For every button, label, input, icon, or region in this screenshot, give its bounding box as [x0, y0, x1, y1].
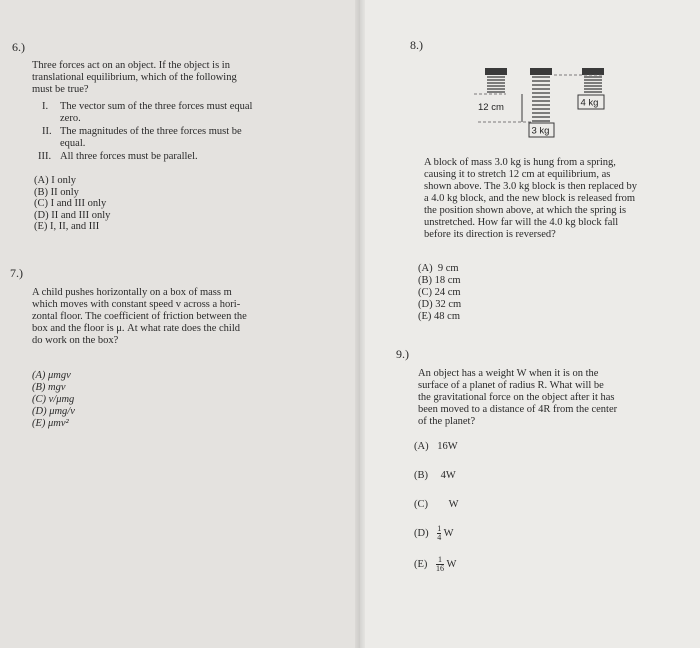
q6-statement-2-roman: II.	[42, 126, 52, 137]
q9-stem-line-3: the gravitational force on the object after it has	[418, 392, 615, 403]
q8-option-e: (E) 48 cm	[418, 311, 460, 322]
q6-statement-1-roman: I.	[42, 101, 49, 112]
q9-option-a-letter: (A)	[414, 441, 429, 452]
q9-option-b-value: 4W	[440, 470, 456, 481]
q7-stem-line-5: do work on the box?	[32, 335, 119, 346]
q9-option-e-denominator: 16	[436, 564, 445, 573]
q9-stem-line-2: surface of a planet of radius R. What will be	[418, 380, 604, 391]
q7-stem-line-2: which moves with constant speed v across a hori-	[32, 299, 241, 310]
q9-option-b-letter: (B)	[414, 470, 428, 481]
spring-1-coil	[487, 77, 505, 92]
q9-option-d-letter: (D)	[414, 527, 429, 539]
q8-stem-line-7: before its direction is reversed?	[424, 229, 556, 240]
q6-option-d: (D) II and III only	[34, 209, 111, 221]
q9-number: 9.)	[396, 347, 409, 361]
q6-stem-line-1: Three forces act on an object. If the object is in	[32, 60, 230, 71]
q7-stem-line-1: A child pushes horizontally on a box of mass m	[32, 287, 232, 298]
q9-option-e	[414, 556, 456, 573]
q9-option-e-unit: W	[446, 558, 457, 570]
q6-statement-1-line-1: The vector sum of the three forces must equal	[60, 101, 253, 112]
q9-option-b	[414, 470, 456, 482]
q9-option-d-denominator: 4	[437, 533, 442, 542]
q7-stem-line-4: box and the floor is μ. At what rate does the child	[32, 323, 240, 334]
q8-stem-line-6: unstretched. How far will the 4.0 kg block fall	[424, 217, 619, 228]
q7-option-e: (E) μmv²	[32, 418, 69, 429]
q6-option-a: (A) I only	[34, 175, 76, 186]
q9-option-d-numerator: 1	[437, 524, 442, 533]
spring-2-mount	[530, 68, 552, 75]
q6-statement-2-line-1: The magnitudes of the three forces must be	[60, 126, 242, 137]
spring-1-mount	[485, 68, 507, 75]
q9-option-e-letter: (E)	[414, 558, 428, 570]
q8-option-b: (B) 18 cm	[418, 275, 461, 286]
q6-number: 6.)	[12, 40, 25, 54]
q8-stem-line-4: a 4.0 kg block, and the new block is released from	[424, 193, 636, 204]
q8-stem-line-2: causing it to stretch 12 cm at equilibrium, as	[424, 169, 611, 180]
q9-option-c	[414, 499, 459, 511]
stretch-label: 12 cm	[478, 102, 504, 113]
q9-option-d	[414, 525, 454, 542]
q8-stem-line-1: A block of mass 3.0 kg is hung from a spring,	[424, 157, 616, 168]
q9-option-c-letter: (C)	[414, 499, 428, 510]
q6-stem-line-2: translational equilibrium, which of the following	[32, 72, 237, 83]
q9-option-c-value: W	[448, 499, 459, 510]
mass-4kg-label: 4 kg	[580, 97, 599, 109]
q7-option-b: (B) mgv	[32, 382, 66, 393]
q9-option-d-fraction	[437, 525, 441, 542]
q9-option-a-value: 16W	[437, 441, 458, 452]
q6-option-e: (E) I, II, and III	[34, 221, 100, 232]
q6-option-b: (B) II only	[34, 186, 79, 198]
q9-option-e-fraction	[436, 556, 444, 573]
q6-statement-3-line-1: All three forces must be parallel.	[60, 151, 198, 162]
mass-3kg-label: 3 kg	[531, 125, 550, 137]
q8-stem-line-5: the position shown above, at which the spring is	[424, 205, 627, 216]
q8-option-d: (D) 32 cm	[418, 299, 462, 310]
spring-diagram	[470, 62, 620, 148]
q8-stem-line-3: shown above. The 3.0 kg block is then replaced by	[424, 181, 637, 192]
spring-2-coil	[532, 77, 550, 121]
q7-stem-line-3: zontal floor. The coefficient of friction between the	[32, 311, 247, 322]
q9-option-d-unit: W	[443, 527, 454, 539]
q8-option-c: (C) 24 cm	[418, 287, 461, 298]
q7-number: 7.)	[10, 266, 23, 280]
q9-option-e-numerator: 1	[438, 555, 443, 564]
q7-option-d: (D) μmg/v	[32, 406, 75, 417]
q6-statement-3-roman: III.	[38, 151, 52, 162]
q7-option-c: (C) v/μmg	[32, 394, 75, 405]
q7-option-a: (A) μmgv	[32, 370, 71, 381]
q9-stem-line-1: An object has a weight W when it is on the	[418, 368, 599, 379]
q9-stem-line-4: been moved to a distance of 4R from the center	[418, 404, 618, 415]
q6-statement-1-line-2: zero.	[60, 113, 81, 124]
q9-option-a	[414, 441, 458, 453]
q6-stem-line-3: must be true?	[32, 84, 89, 95]
q9-stem-line-5: of the planet?	[418, 416, 476, 427]
spring-3-coil	[584, 77, 602, 92]
q8-option-a: (A) 9 cm	[418, 263, 459, 274]
spring-3-mount	[582, 68, 604, 75]
q6-statement-2-line-2: equal.	[60, 138, 86, 149]
q8-number: 8.)	[410, 38, 423, 52]
q6-option-c: (C) I and III only	[34, 198, 107, 209]
page-fold	[355, 0, 365, 648]
